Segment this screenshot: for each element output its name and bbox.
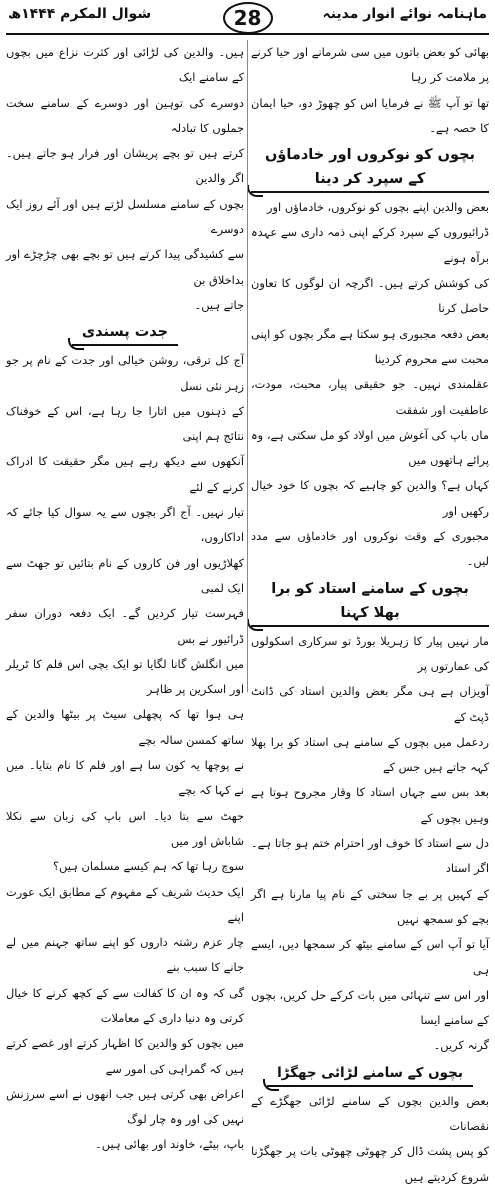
section-heading-servants [251, 143, 489, 193]
column-divider [247, 40, 248, 692]
body-line: دوسرے کی توہین اور دوسرے کے سامنے سخت جملوں کا تبادلہ [6, 95, 244, 135]
section-heading-teacher [251, 577, 489, 627]
body-line: ردعمل میں بچوں کے سامنے ہی استاد کو برا بھلا کہہ جاتے ہیں جس کے [251, 734, 489, 775]
body-line: باپ، بیٹے، خاوند اور بھائی ہیں۔ [95, 1137, 244, 1152]
body-line: آج کل ترقی، روشن خیالی اور جدت کے نام پر جو زہر نئی نسل [6, 353, 244, 393]
body-line: کے ذہنوں میں اتارا جا رہا ہے، اس کے خوفناک نتائج ہم اپنی [6, 403, 244, 444]
magazine-title: ماہنامہ نوائے انوار مدینہ [322, 6, 487, 22]
body-line: تیار نہیں۔ آج اگر بچوں سے یہ سوال کیا جائے کہ اداکاروں، [6, 505, 244, 545]
body-line: آویزاں ہے ہی مگر بعض والدین استاد کی ڈانٹ ڈپٹ کے [251, 684, 489, 724]
body-line: کہاں ہے؟ والدین کو چاہیے کہ بچوں کا خود خیال رکھیں اور [251, 478, 489, 518]
body-line: دل سے استاد کا خوف اور احترام ختم ہو جاتا ہے۔ اگر استاد [251, 836, 489, 876]
body-line: فہرست تیار کردیں گے۔ ایک دفعہ دوران سفر ڈرائیور نے بس [6, 606, 244, 646]
header-rule [6, 33, 489, 35]
body-line: کی کوشش کرتے ہیں۔ اگرچہ ان لوگوں کا تعاون حاصل کرنا [251, 276, 489, 316]
body-line: بچوں کے سامنے مسلسل لڑتے ہیں اور آئے روز ایک دوسرے [6, 196, 244, 237]
body-line: بعض والدین اپنے بچوں کو نوکروں، خادماؤں اور [267, 200, 489, 215]
intro-line-1: بھائی کو بعض باتوں میں سی شرمانے اور حیا کرنے پر ملامت کر رہا [251, 45, 489, 85]
body-line: ہیں۔ والدین کی لڑائی اور کثرت نزاع میں بچوں کے سامنے ایک [6, 45, 244, 85]
body-line: میں بچوں کو والدین کا اظہار کرتے اور غصے کرتے ہیں کہ گمراہی کی امور سے [6, 1036, 244, 1076]
intro-line-2: تھا تو آپ ﷺ نے فرمایا اس کو چھوڑ دو، حیا ایمان کا حصہ ہے۔ [251, 95, 489, 135]
body-line: کرتے ہیں تو بچے پریشان اور فرار ہو جاتے ہیں۔ اگر والدین [6, 146, 244, 186]
body-line: کھلاڑیوں اور فن کاروں کے نام بتائیں تو جھٹ سے ایک لمبی [6, 555, 244, 595]
body-line: بعد بس سے جہاں استاد کا وقار مجروح ہوتا ہے وہیں بچوں کے [251, 785, 489, 825]
section-heading-text: بچوں کو نوکروں اور خادماؤں کے سپرد کر دینا [251, 143, 489, 193]
body-line: گرنہ کریں۔ [433, 1038, 489, 1053]
section-heading-modernity [6, 320, 244, 346]
body-line: جاتے ہیں۔ [194, 297, 244, 312]
body-line: آنکھوں سے دیکھ رہے ہیں مگر حقیقت کا ادراک کرنے کے لئے [6, 454, 244, 494]
page-header [0, 0, 495, 38]
section-heading-text: جدت پسندی [72, 320, 178, 346]
issue-date: شوال المکرم ۱۴۴۴ھ [8, 6, 152, 22]
body-line: بعض دفعہ مجبوری ہو سکتا ہے مگر بچوں کو اپنی محبت سے محروم کردینا [251, 326, 489, 366]
section-heading-text: بچوں کے سامنے استاد کو برا بھلا کہنا [251, 577, 489, 627]
body-line: ایک حدیث شریف کے مفہوم کے مطابق ایک عورت اپنے [6, 884, 244, 924]
body-line: سوچ رہا تھا کہ ہم کیسے مسلمان ہیں؟ [53, 859, 244, 874]
body-line: سے کشیدگی پیدا کرتے ہیں تو بچے بھی چڑچڑے اور بداخلاق بن [6, 247, 244, 287]
body-line: عقلمندی نہیں۔ جو حقیقی پیار، محبت، مودت، عاطفیت اور شفقت [251, 377, 489, 417]
body-line: ہی ہوا تھا کہ پچھلی سیٹ پر بیٹھا والدین کے ساتھ کمسن سالہ بچے [6, 707, 244, 747]
body-line: گی کہ وہ ان کا کفالت سے کے کچھ کرنے کا خیال کرتی وہ دنیا داری کے معاملات [6, 985, 244, 1025]
body-line: اور اس سے تنہائی میں بات کرکے حل کریں، بچوں کے سامنے ایسا [251, 987, 489, 1028]
body-line: کے کہیں پر بے جا سختی کے نام پیا مارنا ہے اگر بچے کو سمجھ نہیں [251, 886, 489, 926]
section-heading-quarrel [251, 1061, 489, 1087]
page-number: 28 [223, 2, 273, 34]
body-line: اعراض بھی کرتی ہیں جب انھوں نے اسے سرزنش نہیں کی اور وہ چار لوگ [6, 1086, 244, 1127]
body-line: چار عزم رشتہ داروں کو اپنے ساتھ جہنم میں لے جانے کا سبب بنے [6, 935, 244, 975]
body-line: مار نہیں پیار کا زہریلا بورڈ تو سرکاری اسکولوں کی عمارتوں پر [251, 633, 489, 673]
body-line: ڈرائیوروں کے سپرد کرکے اپنی ذمہ داری سے عہدہ برآہ ہونے [251, 225, 489, 265]
body-line: جھٹ سے بتا دیا۔ اس باپ کی زبان سے نکلا شاباش اور میں [6, 808, 244, 848]
body-line: نے پوچھا یہ کون سا ہے اور فلم کا نام بتایا۔ میں نے کہا کہ بچے [6, 758, 244, 798]
right-column [251, 40, 489, 1184]
left-column [6, 40, 244, 1152]
section-heading-text: بچوں کے سامنے لڑائی جھگڑا [267, 1061, 473, 1087]
body-line: آیا تو آپ اس کے سامنے بیٹھ کر سمجھا دیں، ایسے ہی [251, 937, 489, 977]
body-line: کو پس پشت ڈال کر چھوٹی چھوٹی بات پر جھگڑنا شروع کردیتے ہیں [251, 1144, 489, 1184]
body-line: بعض والدین بچوں کے سامنے لڑائی جھگڑے کے نقصانات [251, 1093, 489, 1133]
body-line: مجبوری کے وقت نوکروں اور خادماؤں سے مدد لیں۔ [251, 529, 489, 569]
body-line: ماں باپ کی آغوش میں اولاد کو مل سکتی ہے، وہ پرائے ہاتھوں میں [251, 427, 489, 468]
body-line: میں انگلش گانا لگایا تو ایک بچی اس فلم کا ٹریلر اور اسکرین پر ظاہر [6, 656, 244, 697]
